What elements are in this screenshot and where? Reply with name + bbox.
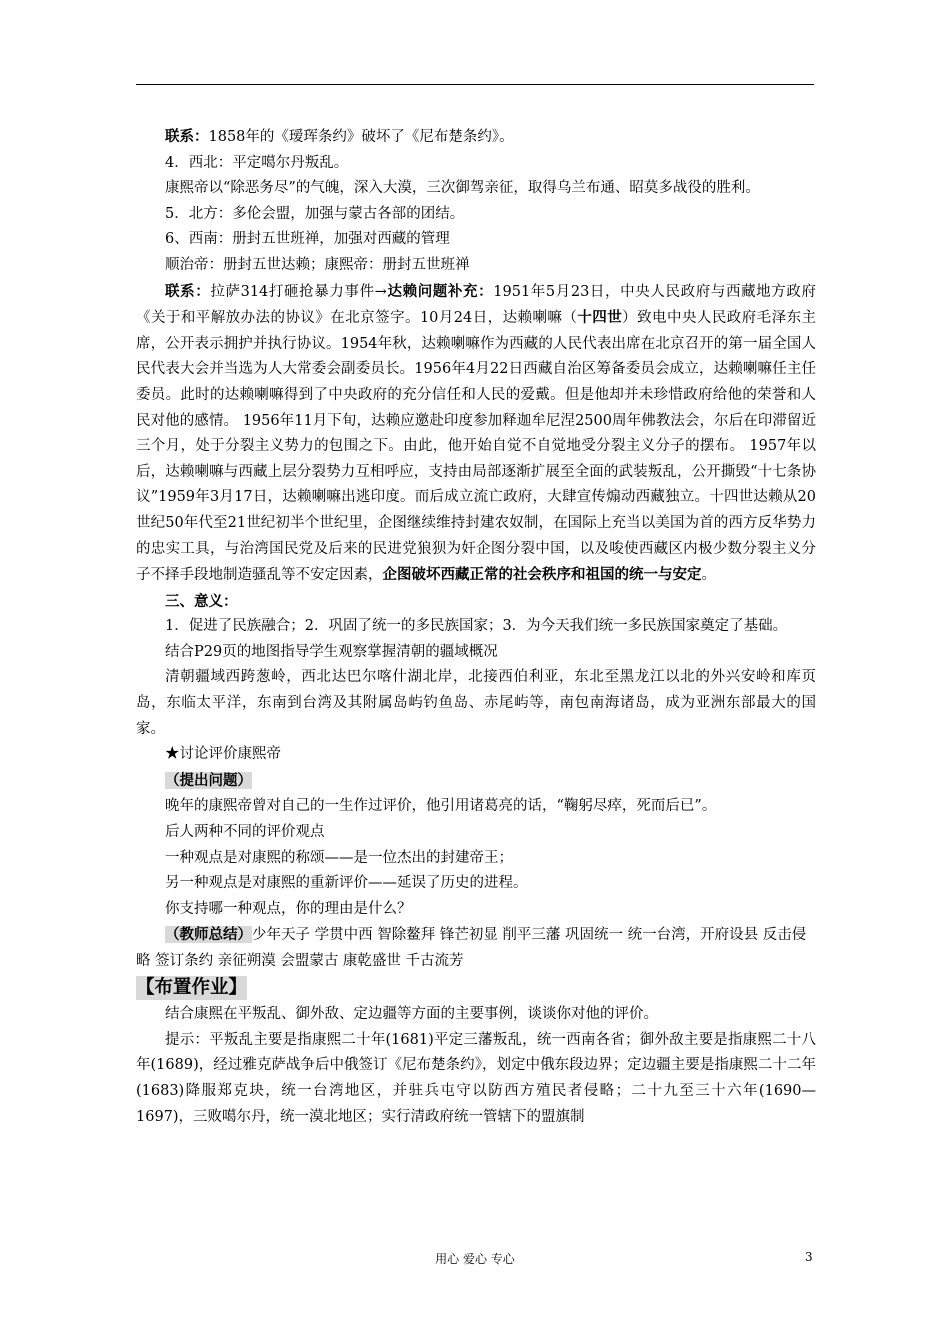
text: 1951年5月23日，中央人民政府与西藏地方政府《关于和平解放办法的协议》在北京签字。10月24日，达赖喇嘛（ <box>136 283 817 327</box>
paragraph: 结合康熙在平叛乱、御外敌、定边疆等方面的主要事例，谈谈你对他的评价。 <box>165 1006 658 1023</box>
header-rule <box>136 84 814 85</box>
label-connection: 联系： <box>165 282 211 300</box>
discussion-heading: ★讨论评价康熙帝 <box>165 746 281 763</box>
homework-heading-row <box>136 975 816 1003</box>
text: 拉萨314打砸抢暴力事件→ <box>210 283 387 300</box>
paragraph: 后人两种不同的评价观点 <box>165 824 325 841</box>
bold-text: 达赖问题补充： <box>386 282 494 300</box>
teacher-summary-label: （教师总结） <box>165 926 252 944</box>
paragraph <box>136 922 816 974</box>
document-body <box>136 124 816 1130</box>
paragraph: 另一种观点是对康熙的重新评价——延误了历史的进程。 <box>165 875 528 892</box>
paragraph-dalai <box>136 279 816 589</box>
label-connection: 联系： <box>165 128 209 145</box>
bold-text: 十四世 <box>577 309 623 327</box>
bold-text: 企图破坏西藏正常的社会秩序和祖国的统一与安定 <box>382 566 702 584</box>
paragraph <box>136 124 816 151</box>
section-northwest: 4．西北：平定噶尔丹叛乱。 <box>165 154 349 171</box>
section-north: 5．北方：多伦会盟，加强与蒙古各部的团结。 <box>165 205 465 222</box>
paragraph <box>136 768 816 795</box>
paragraph: 结合P29页的地图指导学生观察掌握清朝的疆域概况 <box>165 643 498 660</box>
section-significance-heading: 三、意义： <box>165 592 238 610</box>
paragraph: 你支持哪一种观点，你的理由是什么？ <box>165 900 412 917</box>
raise-question-label: （提出问题） <box>165 771 252 789</box>
text: 1858年的《瑷珲条约》破坏了《尼布楚条约》。 <box>208 129 514 145</box>
paragraph: 提示：平叛乱主要是指康熙二十年(1681)平定三藩叛乱，统一西南各省；御外敌主要是指康熙二十八年(1689)，经过雅克萨战争后中俄签订《尼布楚条约》，划定中俄东段边界；定边疆主要是指康熙二十二年(1683)降服郑克块，统一台湾地区，并驻兵屯守以防西方殖民者侵略；二十九至三十六年(1690—1697)，三败噶尔丹，统一漠北地区；实行清政府统一管辖下的盟旗制 <box>136 1031 816 1125</box>
paragraph: 顺治帝：册封五世达赖；康熙帝：册封五世班禅 <box>165 256 470 273</box>
paragraph: 晚年的康熙帝曾对自己的一生作过评价，他引用诸葛亮的话，“鞠躬尽瘁，死而后已”。 <box>165 798 717 815</box>
paragraph: 1．促进了民族融合；2．巩固了统一的多民族国家；3．为今天我们统一多民族国家奠定了基础。 <box>165 618 788 635</box>
page-number: 3 <box>805 1250 813 1264</box>
text: 少年天子 学贯中西 智除鳌拜 锋芒初显 削平三藩 巩固统一 统一台湾，开府设县 反击侵略 签订条约 亲征朔漠 会盟蒙古 康乾盛世 千古流芳 <box>136 927 807 969</box>
text: 。 <box>701 567 716 584</box>
homework-heading: 【布置作业】 <box>136 976 248 998</box>
text: ）致电中央人民政府毛泽东主席，公开表示拥护并执行协议。1954年秋，达赖喇嘛作为西藏的人民代表出席在北京召开的第一届全国人民代表大会并当选为人大常委会副委员长。1956年4月22日西藏自治区筹备委员会成立，达赖喇嘛任主任委员。此时的达赖喇嘛得到了中央政府的充分信任和人民的爱戴。但是他却并未珍惜政府给他的荣誉和人民对他的感情。 1956年11月下旬，达赖应邀赴印度参加释迦牟尼涅2500周年佛教法会，尔后在印滞留近三个月，处于分裂主义势力的包围之下。由此，他开始自觉不自觉地受分裂主义分子的摆布。 1957年以后，达赖喇嘛与西藏上层分裂势力互相呼应，支持由局部逐渐扩展至全面的武装叛乱，公开撕毁“十七条协议”1959年3月17日，达赖喇嘛出逃印度。而后成立流亡政府，大肆宣传煽动西藏独立。十四世达赖从20世纪50年代至21世纪初半个世纪里，企图继续维持封建农奴制，在国际上充当以美国为首的西方反华势力的忠实工具，与治湾国民党及后来的民进党狼狈为奸企图分裂中国，以及唆使西藏区内极少数分裂主义分子不择手段地制造骚乱等不安定因素， <box>136 310 817 584</box>
paragraph: 康熙帝以“除恶务尽”的气魄，深入大漠，三次御驾亲征，取得乌兰布通、昭莫多战役的胜利。 <box>165 180 760 197</box>
section-southwest: 6、西南：册封五世班禅，加强对西藏的管理 <box>165 231 450 248</box>
paragraph: 清朝疆域西跨葱岭，西北达巴尔喀什湖北岸，北接西伯利亚，东北至黑龙江以北的外兴安岭和库页岛，东临太平洋，东南到台湾及其附属岛屿钓鱼岛、赤尾屿等，南包南海诸岛，成为亚洲东部最大的国家。 <box>136 669 816 737</box>
paragraph: 一种观点是对康熙的称颂——是一位杰出的封建帝王； <box>165 849 513 866</box>
page-footer: 用心 爱心 专心 <box>435 1252 515 1266</box>
